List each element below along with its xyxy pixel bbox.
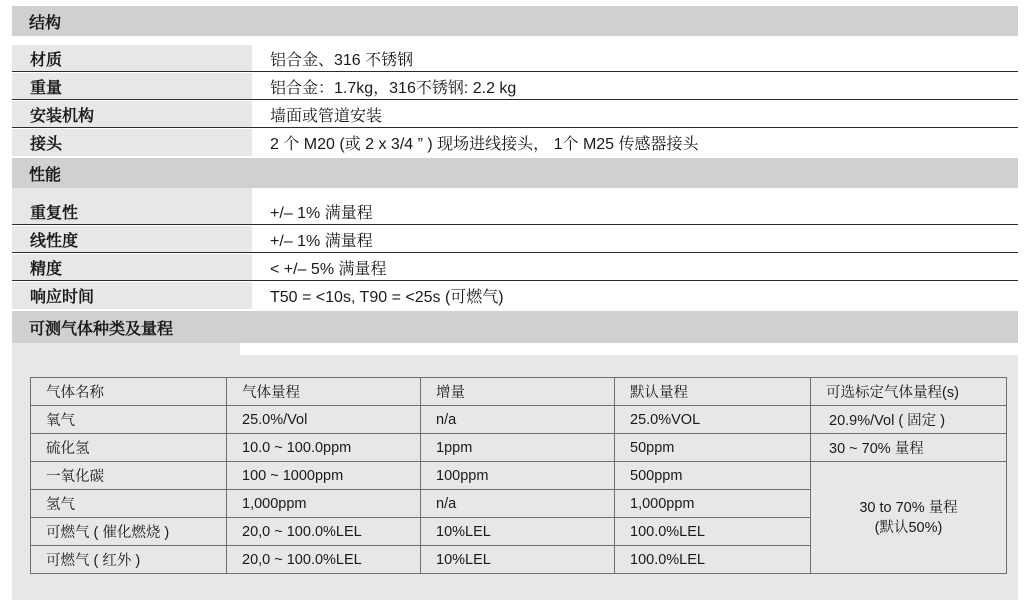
table-cell: 氢气 [31, 490, 227, 518]
section-title: 可测气体种类及量程 [29, 320, 174, 338]
spec-label: 线性度 [12, 226, 252, 252]
spec-label: 重复性 [12, 198, 252, 224]
table-cell: 20,0 ~ 100.0%LEL [227, 518, 421, 546]
table-cell: 10%LEL [421, 518, 615, 546]
header-cell: 增量 [421, 378, 615, 406]
spec-row-connectors [12, 129, 1018, 156]
table-cell: 100.0%LEL [615, 546, 811, 574]
section-header-gases [12, 311, 1018, 343]
spec-row-mounting [12, 101, 1018, 128]
spec-row-repeatability [12, 198, 1018, 225]
spec-row-material [12, 45, 1018, 72]
table-cell: 100.0%LEL [615, 518, 811, 546]
spec-value: 墙面或管道安装 [270, 107, 383, 125]
header-cell: 默认量程 [615, 378, 811, 406]
merged-line: 30 to 70% 量程 [859, 499, 958, 516]
table-cell: 1ppm [421, 434, 615, 462]
spec-label: 精度 [12, 254, 252, 280]
table-cell: 25.0%/Vol [227, 406, 421, 434]
table-cell: 30 ~ 70% 量程 [811, 434, 1007, 462]
table-cell: 50ppm [615, 434, 811, 462]
spec-value: T50 = <10s, T90 = <25s (可燃气) [270, 289, 504, 306]
merged-calibration-cell [811, 462, 1007, 574]
spec-row-weight [12, 73, 1018, 100]
spec-label: 重量 [12, 73, 252, 99]
spec-label: 响应时间 [12, 282, 252, 309]
table-cell: 500ppm [615, 462, 811, 490]
table-cell: 20.9%/Vol ( 固定 ) [811, 406, 1007, 434]
table-cell: 25.0%VOL [615, 406, 811, 434]
spec-value: 铝合金：1.7kg，316不锈钢: 2.2 kg [270, 79, 517, 97]
header-cell: 可选标定气体量程(s) [811, 378, 1007, 406]
spec-label: 接头 [12, 129, 252, 156]
table-cell: 100ppm [421, 462, 615, 490]
spec-value: +/– 1% 满量程 [270, 204, 373, 222]
header-cell: 气体量程 [227, 378, 421, 406]
section-header-structure [12, 6, 1018, 36]
table-row [31, 434, 1007, 462]
section-title: 结构 [29, 14, 62, 32]
table-row [31, 462, 1007, 490]
spec-row-response-time [12, 282, 1018, 309]
table-cell: 1,000ppm [227, 490, 421, 518]
table-row [31, 406, 1007, 434]
spec-value: +/– 1% 满量程 [270, 232, 373, 250]
label-column-gap [12, 343, 240, 355]
gas-range-table [30, 377, 1007, 574]
spec-row-linearity [12, 226, 1018, 253]
label-column-gap [12, 188, 252, 198]
spec-label: 材质 [12, 45, 252, 71]
spec-value: 2 个 M20 (或 2 x 3/4 ” ) 现场进线接头， 1个 M25 传感器接头 [270, 136, 699, 153]
merged-line: (默认50%) [874, 519, 943, 536]
table-cell: 硫化氢 [31, 434, 227, 462]
table-cell: 20,0 ~ 100.0%LEL [227, 546, 421, 574]
table-cell: 100 ~ 1000ppm [227, 462, 421, 490]
table-cell: 可燃气 ( 催化燃烧 ) [31, 518, 227, 546]
spec-label: 安装机构 [12, 101, 252, 127]
table-cell: 氧气 [31, 406, 227, 434]
table-cell: n/a [421, 406, 615, 434]
table-cell: 1,000ppm [615, 490, 811, 518]
table-cell: n/a [421, 490, 615, 518]
header-cell: 气体名称 [31, 378, 227, 406]
spec-value: < +/– 5% 满量程 [270, 260, 387, 278]
section-title: 性能 [29, 166, 62, 184]
table-cell: 10.0 ~ 100.0ppm [227, 434, 421, 462]
table-cell: 一氧化碳 [31, 462, 227, 490]
table-cell: 可燃气 ( 红外 ) [31, 546, 227, 574]
spec-row-accuracy [12, 254, 1018, 281]
spec-value: 铝合金、316 不锈钢 [270, 51, 414, 69]
table-cell: 10%LEL [421, 546, 615, 574]
section-header-performance [12, 158, 1018, 188]
table-header-row [31, 378, 1007, 406]
